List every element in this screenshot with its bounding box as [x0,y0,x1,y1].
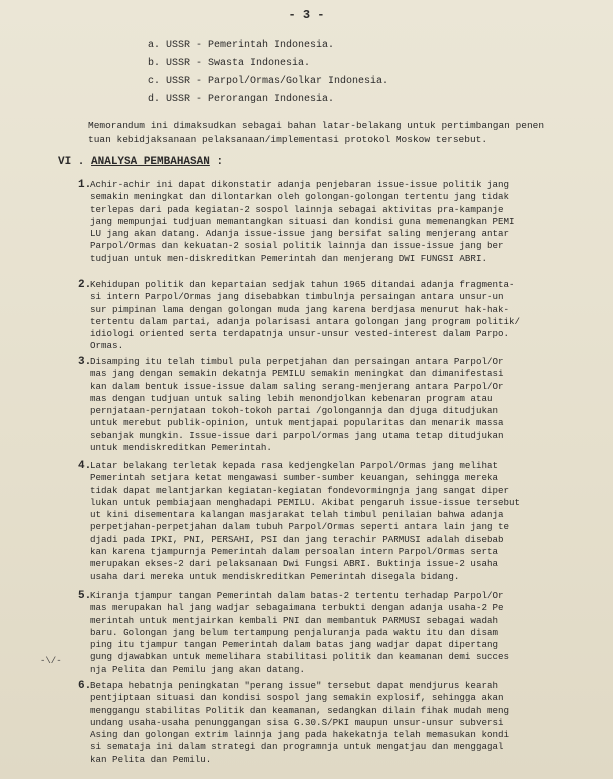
paragraph-2 [78,279,596,353]
paragraph-6 [78,680,596,766]
paragraph-number: 5. [78,590,92,602]
text-line: usaha dari mereka untuk mendiskreditkan Pemerintah disegala bidang. [90,570,460,582]
text-line: si intern Parpol/Ormas jang disebabkan timbulnja persaingan antara unsur-un [90,291,504,303]
text-line: mas merupakan hal jang wadjar sebagaimana terbukti dengan adanja usaha-2 Pe [90,602,504,614]
memo-line: Memorandum ini dimaksudkan sebagai bahan latar-belakang untuk pertimbangan penen [88,120,545,131]
text-line: Kehidupan politik dan kepartaian sedjak tahun 1965 ditandai adanja fragmenta- [90,279,515,290]
text-line: terlepas dari pada kegiatan-2 sospol lainnja sebagai aktivitas pra-kampanje [90,203,504,215]
text-line: Pemerintah setjara ketat mengawasi sumber-sumber keuangan, sehingga mereka [90,472,498,484]
text-line: djadi pada IPKI, PNI, PERSAHI, PSI dan jang terachir PARMUSI adalah disebab [90,533,504,545]
paragraph-number: 6. [78,680,92,692]
text-line: pentjiptaan situasi dan kondisi sospol jang semakin explosif, sehingga akan [90,692,504,704]
text-line: untuk mendiskreditkan Pemerintah. [90,442,272,454]
text-line: gung djawabkan untuk memelihara stabilitasi politik dan keamanan demi succes [90,651,510,663]
text-line: ping itu tjampur tangan Pemerintah dalam batas jang wadjar dapat dipertang [90,639,498,651]
text-line: kan Pelita dan Pemilu. [90,753,212,765]
intro-list [148,37,388,109]
text-line: kan karena tjampurnja Pemerintah dalam persoalan intern Parpol/Ormas serta [90,546,498,558]
text-line: baru. Golongan jang belum tertampung penjaluranja pada waktu itu dan disam [90,626,498,638]
text-line: Kiranja tjampur tangan Pemerintah dalam batas-2 tertentu terhadap Parpol/Or [90,590,504,601]
section-heading [58,156,223,168]
text-line: si semataja ini dalam strategi dan programnja untuk mengatjau dan menggagal [90,741,504,753]
text-line: Disamping itu telah timbul pula perpetjahan dan persaingan antara Parpol/Or [90,356,504,367]
text-line: mas jang dengan semakin dekatnja PEMILU semakin meningkat dan dimanifestasi [90,368,504,380]
memo-line: tuan kebidjaksanaan pelaksanaan/implementasi protokol Moskow tersebut. [88,134,488,145]
text-line: menggangu stabilitas Politik dan keamanan, sedangkan dilain fihak mudah meng [90,704,510,716]
text-line: nja Pelita dan Pemilu jang akan datang. [90,663,306,675]
text-line: LU jang akan datang. Adanja issue-issue jang bersifat saling menjerang antar [90,228,510,240]
paragraph-number: 2. [78,279,92,291]
text-line: Asing dan golongan extrim lainnja jang pada hakekatnja telah memasukan kondi [90,729,510,741]
text-line: perpetjahan-perpetjahan dalam tubuh Parpol/Ormas seperti antara lain jang te [90,521,510,533]
text-line: Achir-achir ini dapat dikonstatir adanja penjebaran issue-issue politik jang [90,179,510,190]
text-line: Latar belakang terletak kepada rasa kedjengkelan Parpol/Ormas jang melihat [90,460,498,471]
paragraph-number: 1. [78,179,92,191]
list-item: d. USSR - Perorangan Indonesia. [148,94,335,105]
page-number: - 3 - [288,8,325,22]
text-line: sur pimpinan lama dengan golongan muda jang karena berdjasa menurut hak-hak- [90,303,510,315]
text-line: merupakan ekses-2 dari pelaksanaan Dwi Fungsi ABRI. Buktinja issue-2 usaha [90,558,498,570]
text-line: Ormas. [90,340,124,352]
paragraph-number: 4. [78,460,92,472]
paragraph-3 [78,356,596,454]
list-item: a. USSR - Pemerintah Indonesia. [148,40,335,51]
text-line: merintah untuk mentjairkan kembali PNI dan membantuk PARMUSI sebagai wadah [90,614,498,626]
section-colon: : [216,156,224,168]
section-number: VI . [58,156,85,168]
text-line: semakin meningkat dan dilontarkan oleh golongan-golongan tertentu jang tidak [90,191,510,203]
section-title: ANALYSA PEMBAHASAN [91,156,210,168]
paragraph-number: 3. [78,356,92,368]
text-line: tidak dapat melantjarkan kegiatan-kegiatan fondevormingnja jang sangat diper [90,484,510,496]
text-line: lukan untuk pembiajaan menghadapi PEMILU. Akibat pengaruh issue-issue tersebut [90,496,521,508]
text-line: sebanjak mungkin. Issue-issue dari parpol/ormas jang utama tetap ditudjukan [90,429,504,441]
text-line: pernjataan-pernjataan tokoh-tokoh partai /golongannja dan djuga ditudjukan [90,405,498,417]
list-item: b. USSR - Swasta Indonesia. [148,58,311,69]
text-line: Betapa hebatnja peningkatan "perang issue" tersebut dapat mendjurus kearah [90,680,498,691]
text-line: ut kini disementara kalangan masjarakat telah timbul penilaian bahwa adanja [90,509,504,521]
text-line: tudjuan untuk men-diskreditkan Pemerintah dan menjerang DWI FUNGSI ABRI. [90,252,487,264]
paragraph-5 [78,590,596,676]
text-line: mas dengan tudjuan untuk saling lebih menondjolkan kebenaran program atau [90,392,493,404]
paragraph-4 [78,460,596,583]
paragraph-1 [78,179,596,265]
text-line: jang mempunjai tudjuan memantangkan situasi dan kondisi guna memenangkan PEMI [90,215,515,227]
memorandum-paragraph [88,119,588,147]
text-line: tertentu dalam partai, adanja polarisasi antara golongan jang program politik/ [90,315,521,327]
margin-note: -\/- [40,656,62,666]
text-line: Parpol/Ormas dan kekuatan-2 sosial politik lainnja dan issue-issue jang ber [90,240,504,252]
list-item: c. USSR - Parpol/Ormas/Golkar Indonesia. [148,76,389,87]
text-line: undang usaha-usaha penunggangan sisa G.30.S/PKI maupun unsur-unsur subversi [90,716,504,728]
text-line: untuk merebut publik-opinion, untuk mentjapai popularitas dan menarik massa [90,417,504,429]
text-line: kan dalam bentuk issue-issue dalam saling serang-menjerang antara Parpol/Or [90,380,504,392]
text-line: idiologi oriented serta terdapatnja unsur-unsur vested-interest dalam Parpo. [90,328,510,340]
